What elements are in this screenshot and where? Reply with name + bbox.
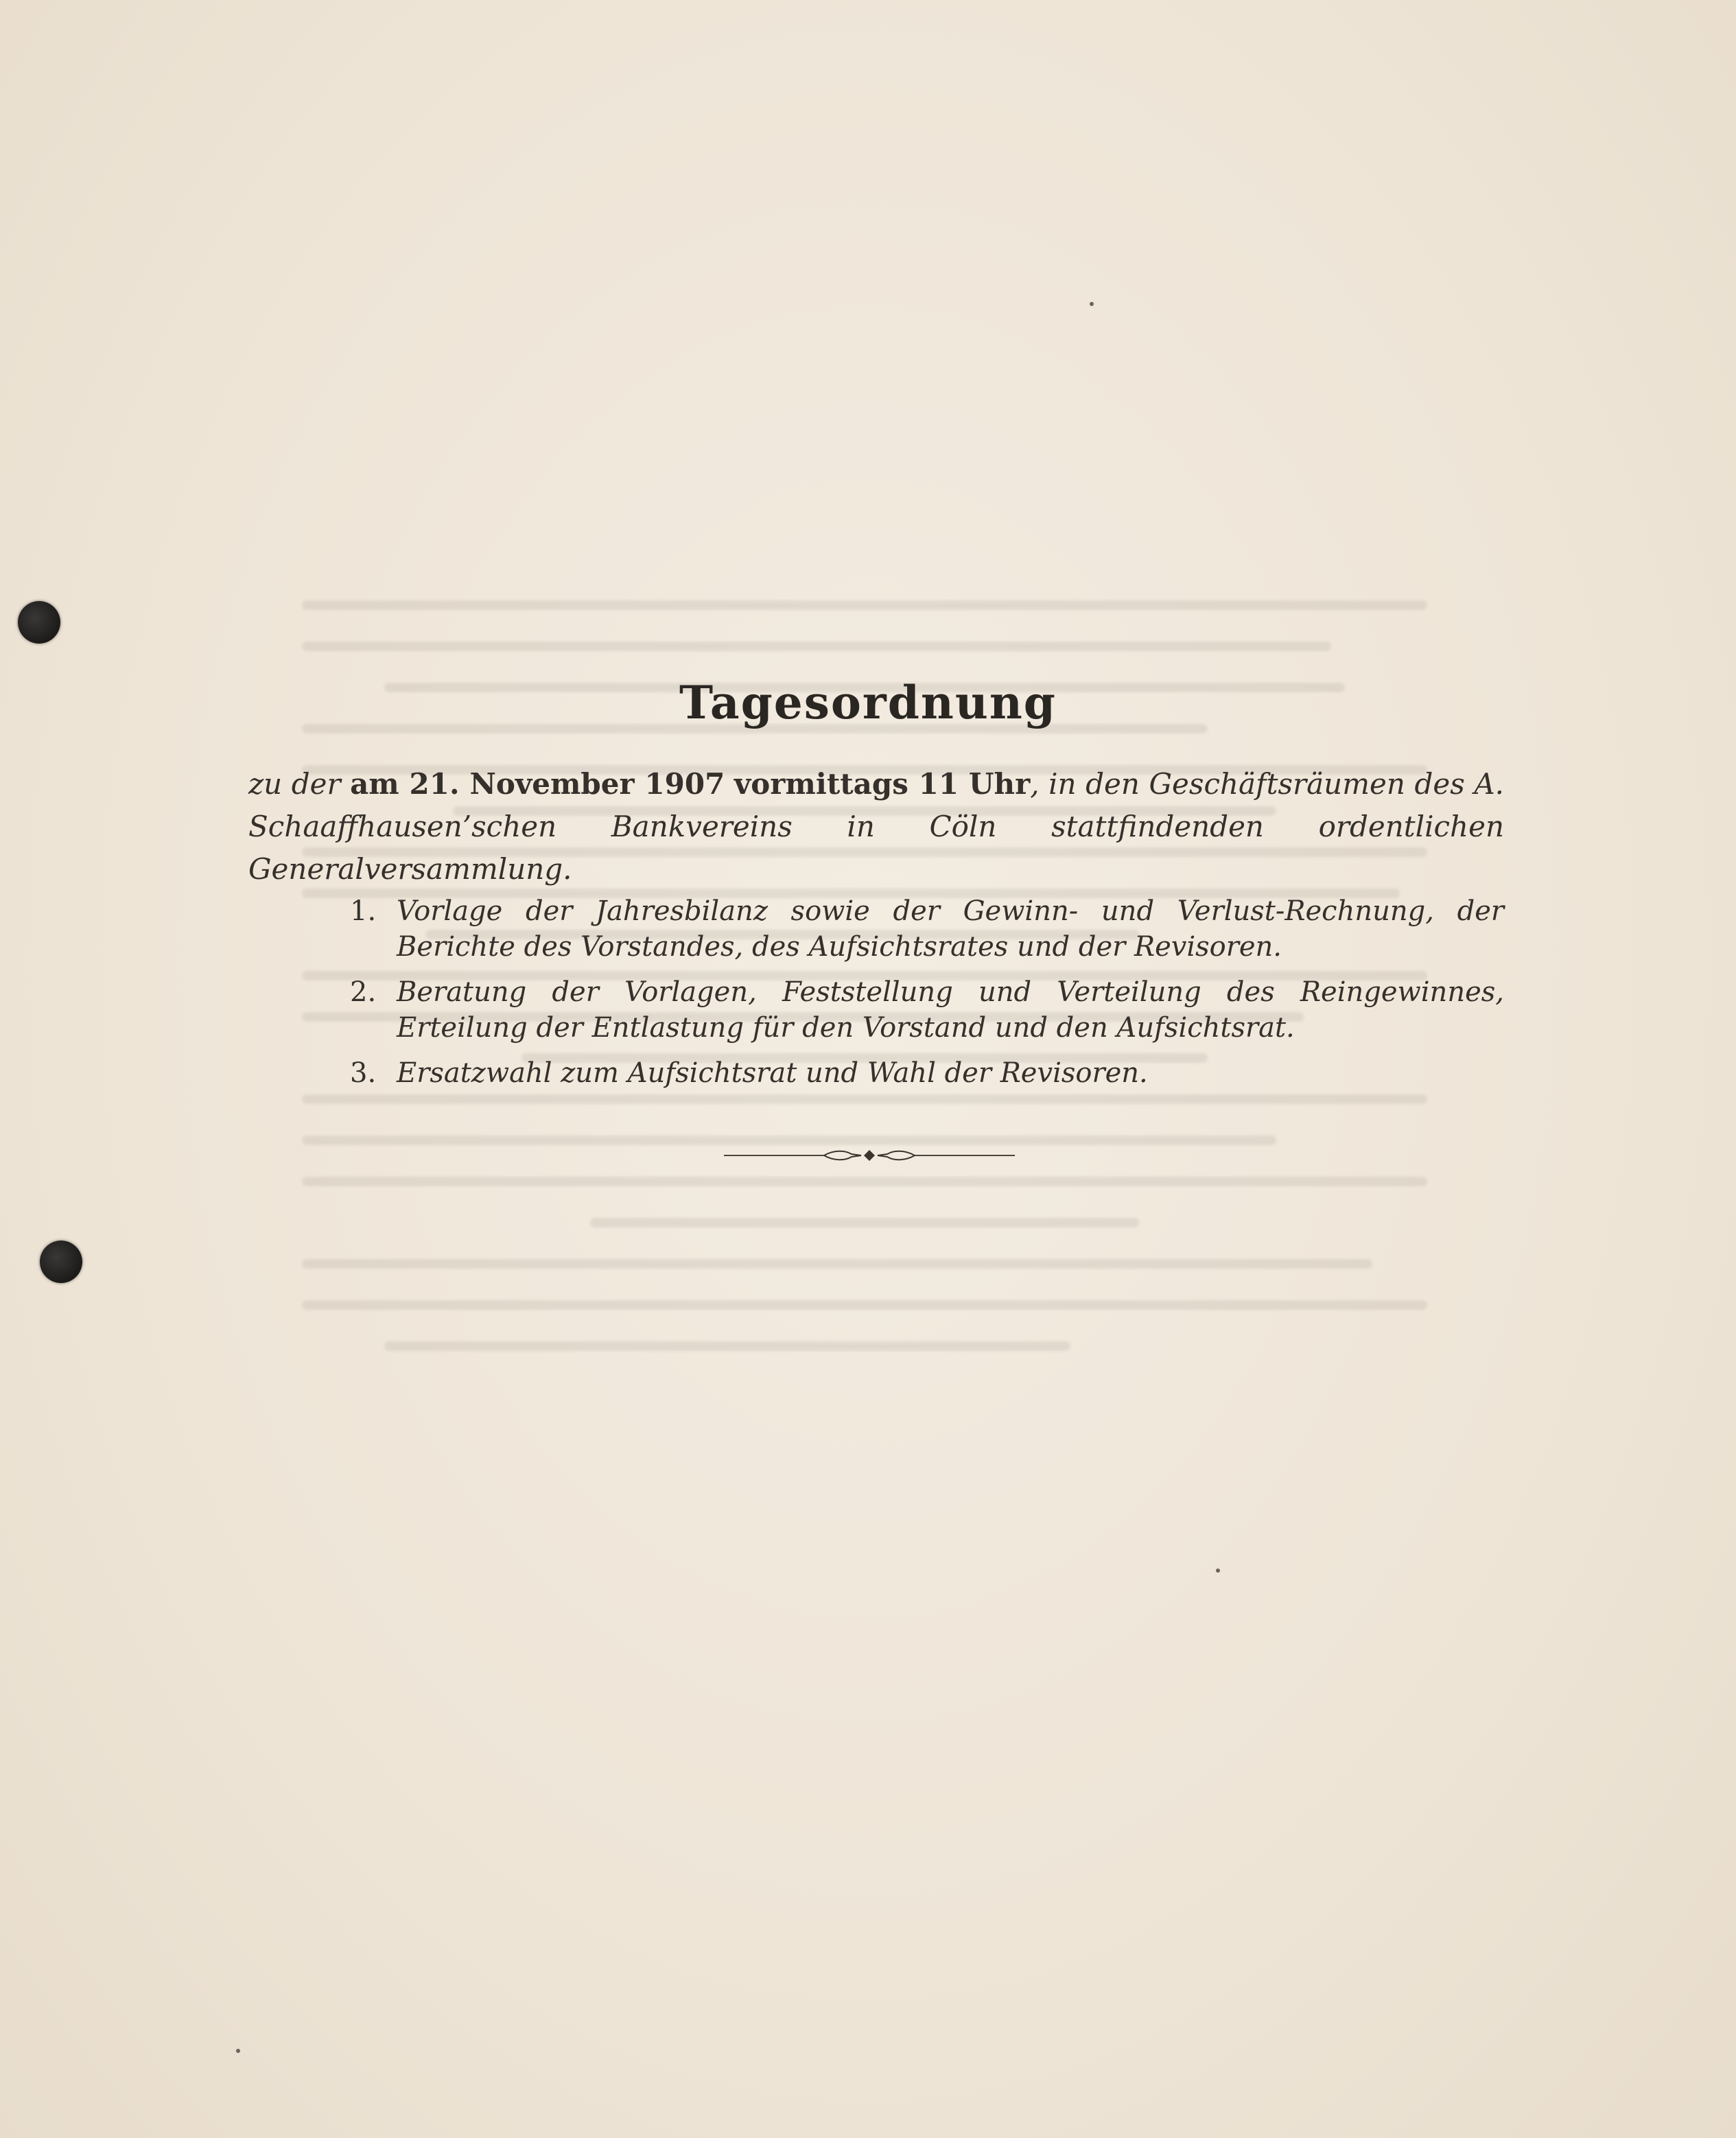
meeting-date: am 21. November 1907 bbox=[350, 767, 725, 801]
paper-speck bbox=[1090, 302, 1094, 306]
agenda-item-number: 3. bbox=[350, 1057, 377, 1089]
agenda-item bbox=[350, 1055, 1504, 1091]
agenda-item-text: Vorlage der Jahresbilanz sowie der Gewinn- und Verlust-Rechnung, der Berichte des Vorstandes, des Aufsichtsrates und der Revisoren. bbox=[397, 895, 1504, 963]
document-title: Tagesordnung bbox=[679, 676, 1057, 729]
agenda-item-text: Ersatzwahl zum Aufsichtsrat und Wahl der Revisoren. bbox=[397, 1057, 1148, 1089]
intro-text: , in den Geschäftsräumen des A. Schaaffhausen’schen Bankvereins in Cöln stattfindenden ordentlichen Generalversammlung. bbox=[248, 767, 1504, 886]
agenda-item-number: 1. bbox=[350, 895, 377, 927]
divider-ornament-icon bbox=[724, 1147, 1015, 1164]
agenda-item bbox=[350, 893, 1504, 965]
intro-text bbox=[725, 767, 734, 801]
punch-hole-icon bbox=[40, 1241, 82, 1283]
meeting-time: vormittags 11 Uhr bbox=[734, 767, 1031, 801]
agenda-item-text: Beratung der Vorlagen, Feststellung und Verteilung des Reingewinnes, Erteilung der Entlastung für den Vorstand und den Aufsichtsrat. bbox=[397, 976, 1504, 1044]
paper-speck bbox=[1216, 1569, 1220, 1573]
intro-text: zu der bbox=[248, 767, 351, 801]
agenda-item-number: 2. bbox=[350, 976, 377, 1008]
agenda-item bbox=[350, 974, 1504, 1046]
agenda-list bbox=[350, 893, 1504, 1101]
punch-hole-icon bbox=[18, 601, 60, 644]
paper-speck bbox=[236, 2049, 240, 2053]
agenda-intro bbox=[248, 763, 1504, 891]
